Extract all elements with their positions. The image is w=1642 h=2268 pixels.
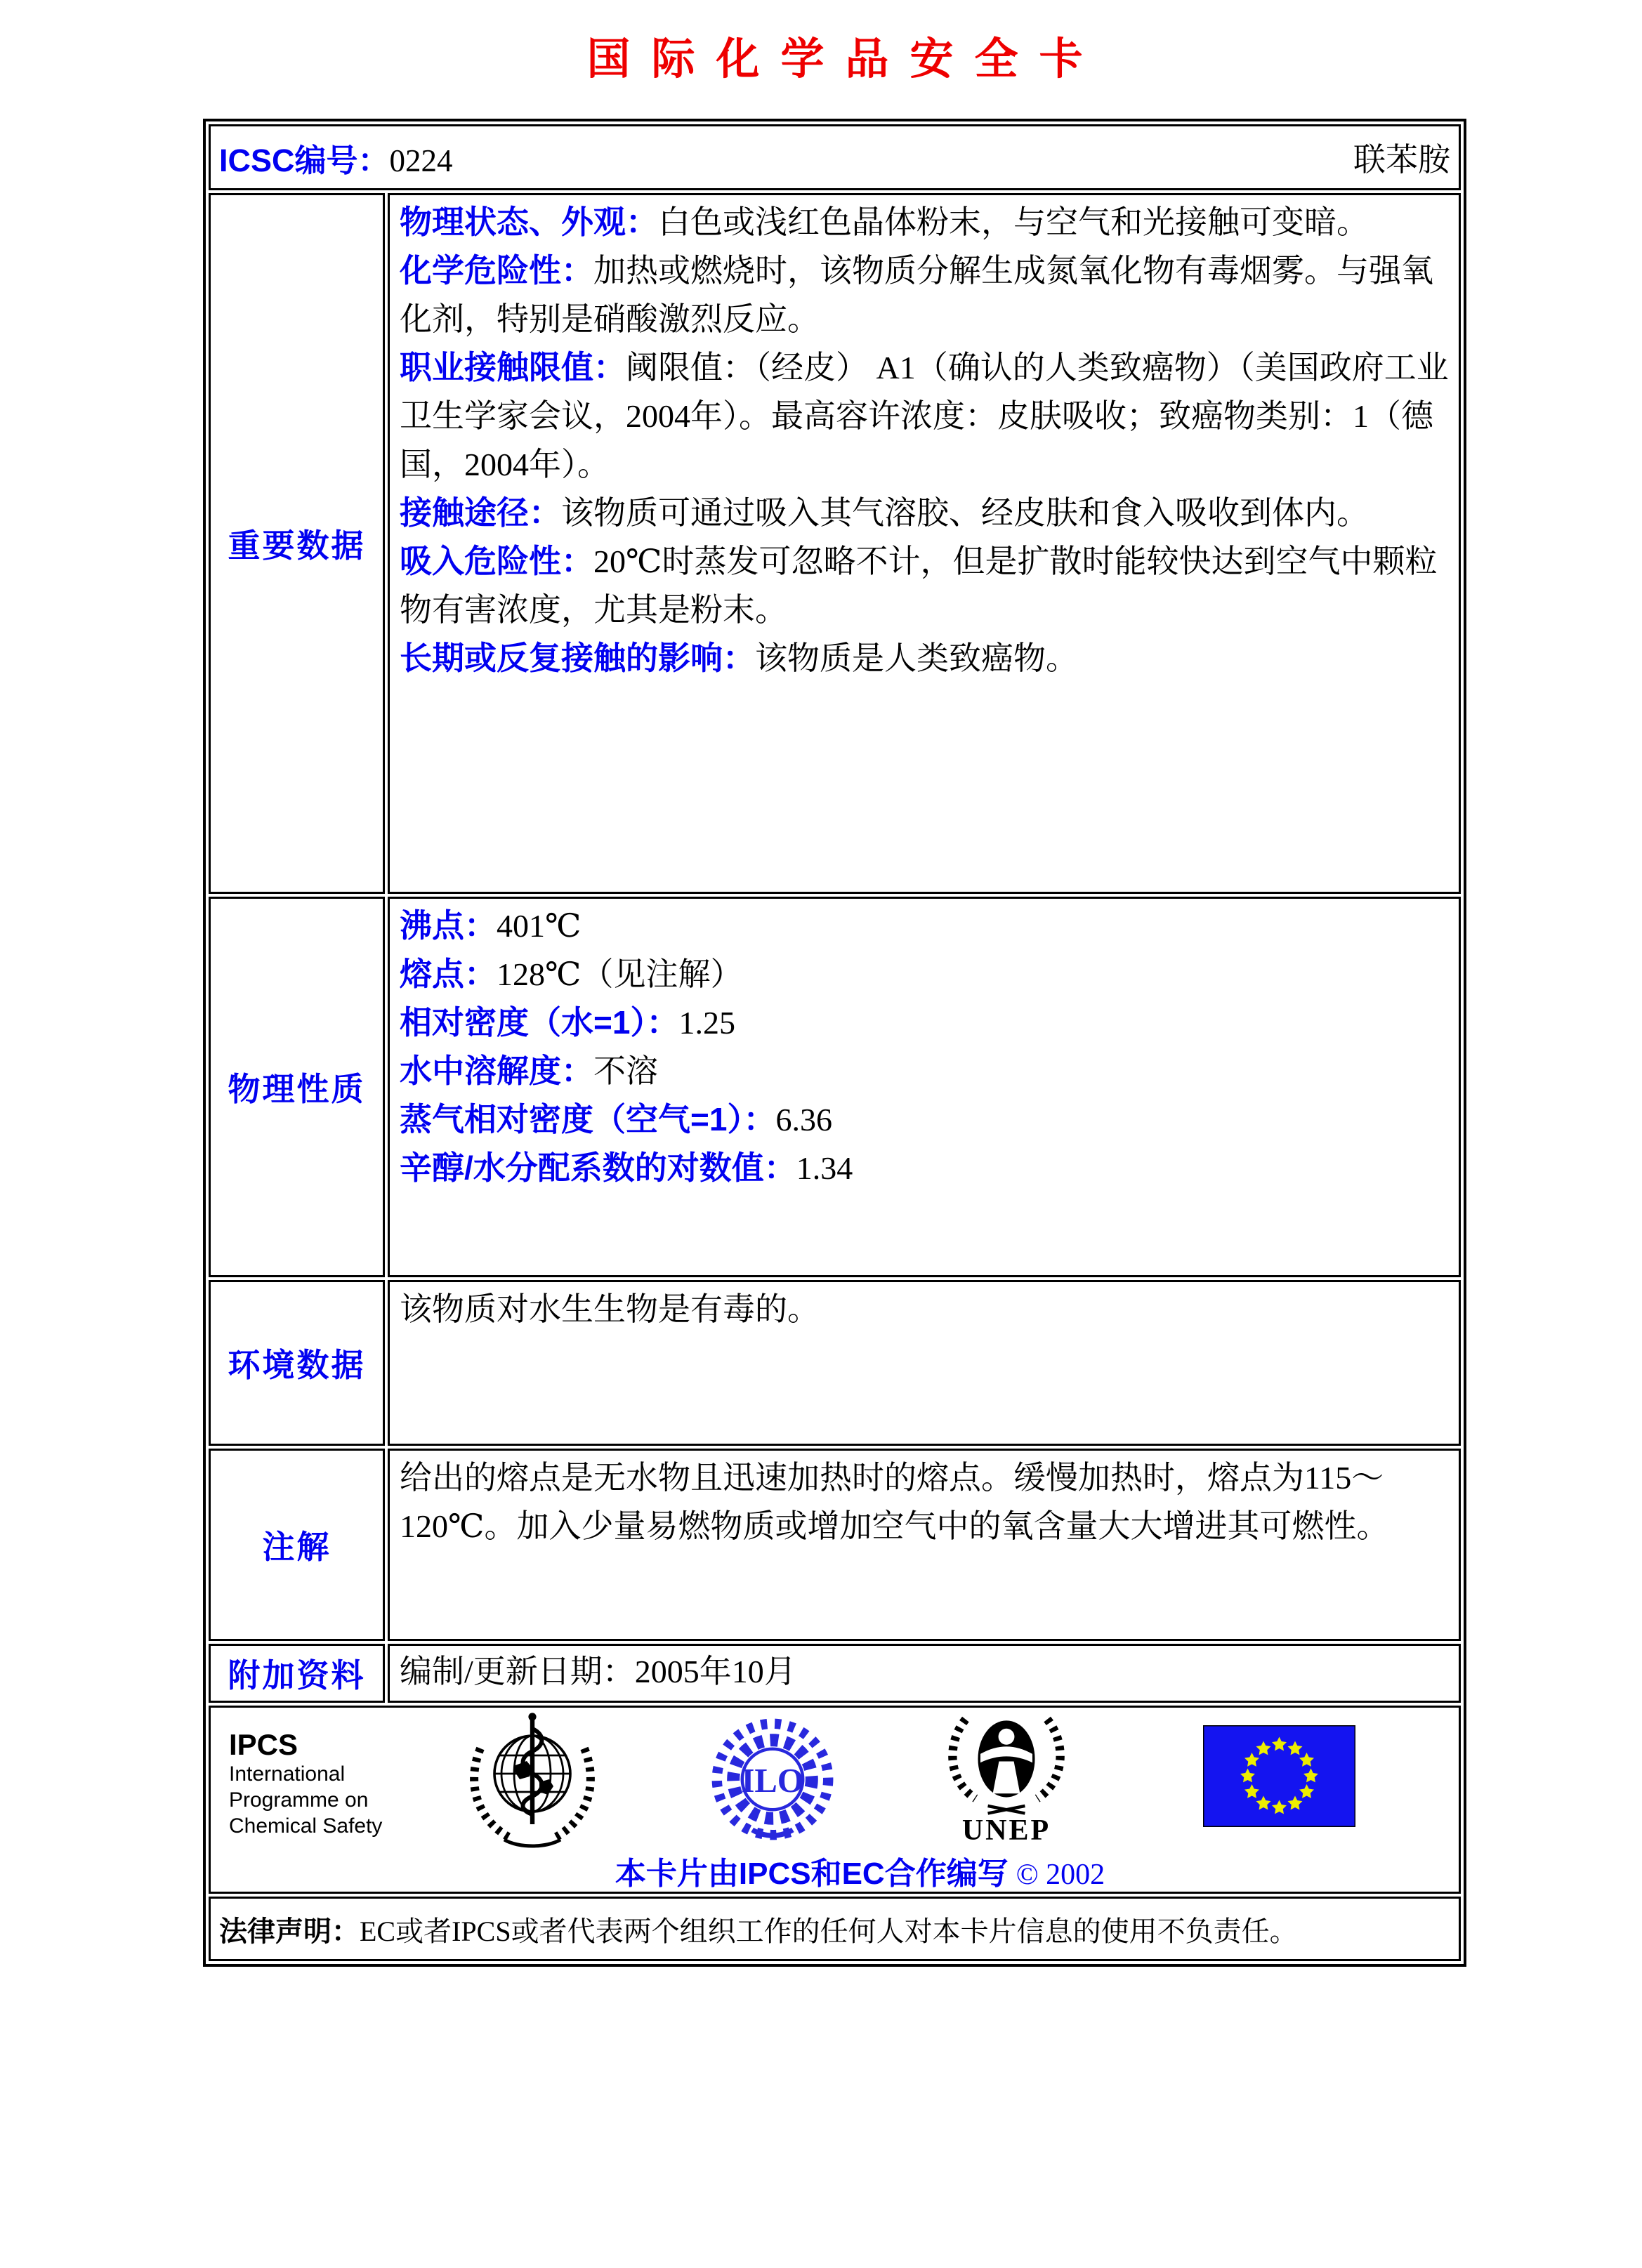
legal-notice bbox=[211, 1909, 1459, 1949]
ipcs-subtitle-line: Chemical Safety bbox=[229, 1814, 383, 1838]
ipcs-title: IPCS bbox=[229, 1728, 298, 1761]
property-line bbox=[400, 537, 1449, 634]
section-content-environmental-data bbox=[388, 1280, 1461, 1446]
property-value: 6.36 bbox=[775, 1102, 832, 1138]
property-value: 该物质可通过吸入其气溶胶、经皮肤和食入吸收到体内。 bbox=[561, 495, 1369, 531]
property-line: 该物质对水生生物是有毒的。 bbox=[400, 1291, 820, 1327]
property-line: 给出的熔点是无水物且迅速加热时的熔点。缓慢加热时，熔点为115～120℃。加入少量易燃物质或增加空气中的氧含量大大增进其可燃性。 bbox=[400, 1460, 1389, 1544]
unep-logo-icon bbox=[938, 1712, 1075, 1846]
property-value: 白色或浅红色晶体粉末，与空气和光接触可变暗。 bbox=[658, 204, 1369, 240]
unep-label: UNEP bbox=[961, 1814, 1051, 1847]
property-line bbox=[400, 1144, 1449, 1192]
property-value: 128℃（见注解） bbox=[497, 956, 743, 992]
property-line bbox=[400, 998, 1449, 1047]
property-label: 长期或反复接触的影响： bbox=[400, 640, 755, 676]
property-value: 401℃ bbox=[497, 908, 582, 944]
property-line bbox=[400, 1047, 1449, 1095]
ipcs-subtitle-line: Programme on bbox=[229, 1788, 369, 1812]
property-line bbox=[400, 634, 1449, 683]
section-row-important-data bbox=[209, 193, 1461, 894]
property-label: 化学危险性： bbox=[400, 252, 593, 289]
section-content-additional-information bbox=[388, 1644, 1461, 1703]
property-value: 1.34 bbox=[796, 1150, 853, 1186]
section-label-important-data: 重要数据 bbox=[209, 193, 385, 894]
property-label: 物理状态、外观： bbox=[400, 204, 658, 240]
legal-notice-text: EC或者IPCS或者代表两个组织工作的任何人对本卡片信息的使用不负责任。 bbox=[360, 1915, 1298, 1947]
property-line bbox=[400, 902, 1449, 950]
section-label-physical-properties: 物理性质 bbox=[209, 897, 385, 1277]
property-label: 沸点： bbox=[400, 907, 497, 944]
property-value: 该物质是人类致癌物。 bbox=[755, 640, 1078, 676]
section-row-environmental-data bbox=[209, 1280, 1461, 1446]
property-label: 辛醇/水分配系数的对数值： bbox=[400, 1149, 796, 1186]
legal-cell bbox=[209, 1897, 1461, 1961]
property-value: 阈限值：（经皮） A1（确认的人类致癌物）（美国政府工业卫生学家会议，2004年）。最高容许浓度：皮肤吸收；致癌物类别：1（德国，2004年）。 bbox=[400, 350, 1449, 482]
property-line bbox=[400, 343, 1449, 489]
property-value: 加热或燃烧时，该物质分解生成氮氧化物有毒烟雾。与强氧化剂，特别是硝酸激烈反应。 bbox=[400, 253, 1433, 337]
ilo-monogram-text: ILO bbox=[741, 1762, 804, 1800]
eu-flag-icon bbox=[1203, 1725, 1355, 1827]
property-label: 蒸气相对密度（空气=1）： bbox=[400, 1101, 776, 1138]
footer-caption bbox=[211, 1848, 1459, 1893]
ipcs-text-block bbox=[229, 1729, 382, 1839]
property-label: 相对密度（水=1）： bbox=[400, 1004, 679, 1041]
page-title: 国际化学品安全卡 bbox=[586, 35, 1104, 84]
section-row-additional-information bbox=[209, 1644, 1461, 1703]
property-label: 水中溶解度： bbox=[400, 1053, 593, 1089]
property-label: 熔点： bbox=[400, 956, 497, 992]
footer-caption-text: 本卡片由IPCS和EC合作编写 bbox=[615, 1857, 1009, 1891]
ipcs-subtitle-line: International bbox=[229, 1762, 346, 1786]
section-content-physical-properties bbox=[388, 897, 1461, 1277]
icsc-number-value: 0224 bbox=[389, 143, 453, 178]
property-value: 不溶 bbox=[593, 1053, 658, 1089]
chemical-name: 联苯胺 bbox=[1353, 142, 1450, 178]
section-label-additional-information: 附加资料 bbox=[209, 1644, 385, 1703]
property-line bbox=[400, 489, 1449, 537]
icsc-card-table bbox=[203, 119, 1466, 1967]
legal-notice-label: 法律声明： bbox=[219, 1916, 360, 1947]
property-label: 职业接触限值： bbox=[400, 349, 626, 385]
property-label: 接触途径： bbox=[400, 494, 561, 531]
card-header-cell bbox=[209, 124, 1461, 190]
logos-row bbox=[209, 1706, 1461, 1894]
section-content-notes bbox=[388, 1449, 1461, 1641]
property-value: 1.25 bbox=[678, 1005, 735, 1041]
icsc-number bbox=[219, 135, 453, 180]
property-line bbox=[400, 198, 1449, 246]
property-value: 20℃时蒸发可忽略不计，但是扩散时能较快达到空气中颗粒物有害浓度，尤其是粉末。 bbox=[400, 543, 1438, 628]
who-logo-icon bbox=[462, 1709, 603, 1850]
property-label: 吸入危险性： bbox=[400, 543, 593, 579]
section-row-physical-properties bbox=[209, 897, 1461, 1277]
logos-cell bbox=[209, 1706, 1461, 1894]
section-label-environmental-data: 环境数据 bbox=[209, 1280, 385, 1446]
copyright-text: © 2002 bbox=[1016, 1859, 1105, 1891]
property-line bbox=[400, 246, 1449, 343]
property-line bbox=[400, 950, 1449, 998]
property-line: 编制/更新日期：2005年10月 bbox=[400, 1654, 796, 1689]
section-row-notes bbox=[209, 1449, 1461, 1641]
card-header-row bbox=[209, 124, 1461, 190]
section-label-notes: 注解 bbox=[209, 1449, 385, 1641]
section-content-important-data bbox=[388, 193, 1461, 894]
ilo-logo-icon bbox=[709, 1716, 836, 1842]
legal-row bbox=[209, 1897, 1461, 1961]
icsc-number-label: ICSC编号： bbox=[219, 142, 390, 178]
property-line bbox=[400, 1095, 1449, 1144]
